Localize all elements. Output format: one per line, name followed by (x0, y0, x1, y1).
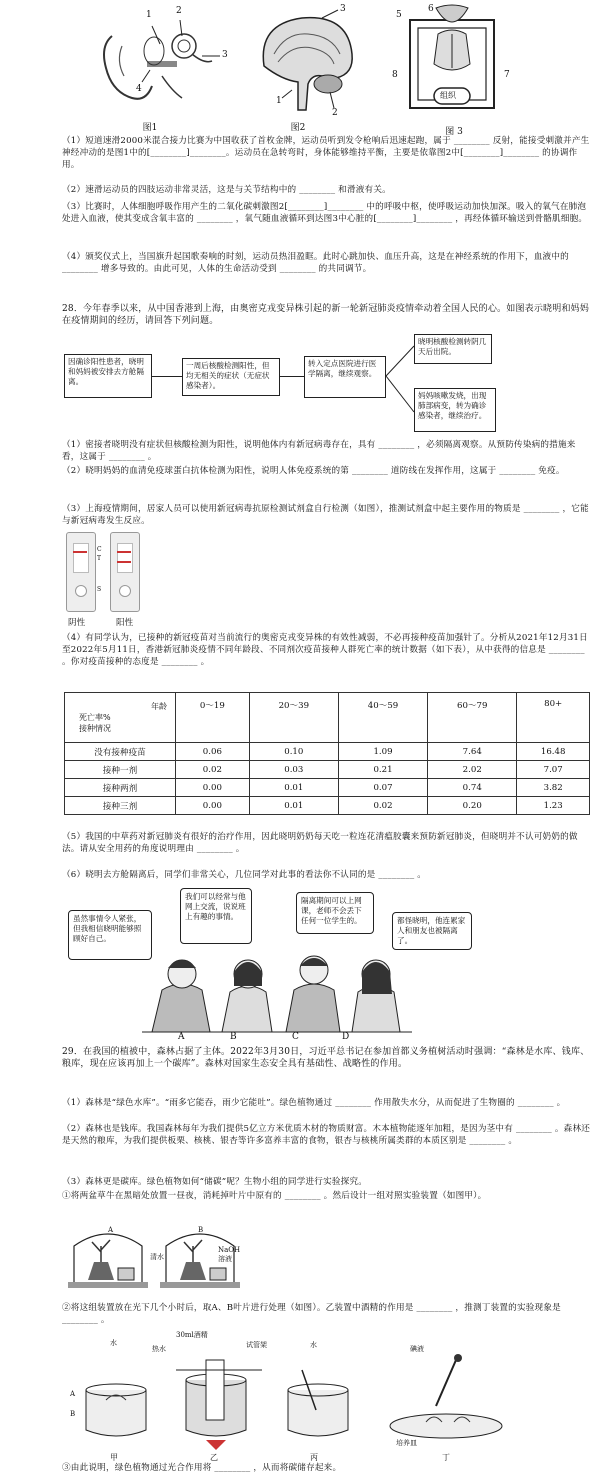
cartoon-illustration (62, 882, 502, 1042)
flow-arrow-2 (280, 376, 304, 377)
exp2-caption-ding: 丁 (442, 1453, 450, 1462)
kit-mark-t: T (97, 555, 102, 562)
exp1-label-water: 清水 (150, 1253, 164, 1261)
fig2-caption: 图2 (290, 123, 306, 133)
fig2-label-1: 1 (276, 96, 282, 106)
q28-q4: （4）有同学认为，已接种的新冠疫苗对当前流行的奥密克戎变异株的有效性减弱，不必再接种疫苗加强针了。分析从2021年12月31日至2022年5月11日，香港新冠肺炎疫情不同年龄段、不同剂次疫苗接种人群死亡率的统计数据（如下表），从中获得的信息是 ________ 。你对疫苗接种的态度是 ________ 。 (62, 633, 588, 667)
fig3-label-5: 5 (396, 10, 402, 20)
bubble-d: 都怪晓明，他连累家人和朋友也被隔离了。 (392, 912, 472, 950)
experiment-figure-2 (66, 1330, 526, 1452)
exp2-label-a: A (70, 1390, 76, 1398)
fig1-label-3: 3 (222, 50, 228, 60)
person-a: A (178, 1032, 185, 1042)
table-row: 接种两剂 0.00 0.01 0.07 0.74 3.82 (65, 779, 590, 797)
q29-stem: 29．在我国的植被中，森林占据了主体。2022年3月30日，习近平总书记在参加首都义务植树活动时强调：“森林是水库、钱库、粮库，现在应该再加上一个碳库”。森林对国家生态安全具有基础性、战略性的作用。 (62, 1047, 590, 1069)
experiment-figure-1 (68, 1216, 248, 1296)
fig3-box-text: 组织 (440, 91, 456, 100)
flow-box-4: 晓明核酸检测转阴几天后出院。 (414, 334, 492, 364)
q29-step1: ①将两盆草牛在黑暗处放置一昼夜，消耗掉叶片中原有的 ________ 。然后设计一组对照实验装置（如图甲）。 (62, 1191, 487, 1201)
q29-q1: （1）森林是“绿色水库”。“雨多它能吞，雨少它能吐”。绿色植物通过 ________ 作用散失水分，从而促进了生物圈的 ________ 。 (62, 1098, 566, 1108)
fig2-label-2: 2 (332, 108, 338, 118)
bubble-b: 我们可以经常与他网上交流，说说班上有趣的事情。 (180, 888, 252, 944)
flow-branch-arrows (386, 340, 416, 420)
q28-q1: （1）密接者晓明没有症状但核酸检测为阳性，说明他体内有新冠病毒存在，具有 ________ ，必须隔离观察。从预防传染病的措施来看，这属于 ________ 。 (62, 440, 576, 462)
q29-q3: （3）森林更是碳库。绿色植物如何“储碳”呢？生物小组的同学进行实验探究。 (62, 1177, 368, 1187)
q28-q3: （3）上海疫情期间，居家人员可以使用新冠病毒抗原检测试剂盒自行检测（如图），推测试剂盒中起主要作用的物质是 ________ ，它能与新冠病毒发生反应。 (62, 504, 589, 526)
exp1-label-a: A (108, 1226, 114, 1234)
q27-part1: （1）短道速滑2000米混合接力比赛为中国收获了首枚金牌，运动员听到发令枪响后迅速起跑，属于 ________ 反射，能接受刺激并产生神经冲动的是图1中的[________]________。运动员在急转弯时，身体能够维持平衡，主要是依靠图2中[________]________ 的协调作用。 (62, 136, 590, 170)
fig3-caption: 图 3 (445, 127, 463, 137)
flow-box-5: 妈妈咳嗽发烧，出现肺部病变，转为确诊感染者，继续治疗。 (414, 388, 496, 432)
table-col-header: 20～39 (249, 693, 338, 743)
person-d: D (342, 1032, 350, 1042)
q28-q6: （6）晓明去方舱隔离后，同学们非常关心，几位同学对此事的看法你不认同的是 ________ 。 (62, 870, 427, 880)
exp2-label-dish: 培养皿 (396, 1439, 417, 1447)
fig3-label-6: 6 (428, 4, 434, 14)
test-kit-positive (110, 532, 140, 612)
exp2-label-hotwater: 热水 (152, 1345, 166, 1353)
mortality-table (64, 692, 590, 815)
kit-mark-c: C (97, 546, 102, 553)
q29-step2: ②将这组装置放在光下几个小时后，取A、B叶片进行处理（如图）。乙装置中酒精的作用是 ________ ，推测丁装置的实验现象是 ________ 。 (62, 1303, 561, 1325)
table-col-header: 40～59 (338, 693, 427, 743)
exp2-caption-jia: 甲 (110, 1453, 118, 1462)
fig3-label-7: 7 (504, 70, 510, 80)
fig1-caption: 图1 (142, 123, 158, 133)
kit-label-positive: 阳性 (116, 618, 134, 628)
flow-box-2: 一周后核酸检测阳性，但均无相关的症状（无症状感染者）。 (182, 358, 280, 396)
flow-arrow-1 (152, 376, 182, 377)
q29-q2: （2）森林也是钱库。我国森林每年为我们提供5亿立方米优质木材的物质财富。木本植物能逐年加粗，是因为茎中有 ________ 。森林还是天然的粮库，为我们提供板栗、核桃、银杏等许多富养丰富的食物，银杏与核桃所属类群的本质区别是 ________ 。 (62, 1124, 591, 1146)
table-col-header: 80+ (517, 693, 590, 743)
fig1-label-1: 1 (146, 10, 152, 20)
table-row: 接种一剂 0.02 0.03 0.21 2.02 7.07 (65, 761, 590, 779)
exp2-label-water1: 水 (110, 1339, 117, 1347)
exp2-label-alcohol: 30ml酒精 (176, 1331, 208, 1339)
exp2-caption-bing: 丙 (310, 1453, 318, 1462)
exp2-caption-yi: 乙 (210, 1453, 218, 1462)
person-c: C (292, 1032, 299, 1042)
table-col-header: 0～19 (176, 693, 250, 743)
bubble-a: 虽然事情令人紧张，但我相信晓明能够照顾好自己。 (68, 910, 152, 960)
person-b: B (230, 1032, 237, 1042)
kit-mark-s: S (97, 586, 102, 593)
exp2-label-rack: 试管架 (246, 1341, 267, 1349)
exp2-label-water2: 水 (310, 1341, 317, 1349)
figure-circulation (388, 4, 518, 124)
q28-q5: （5）我国的中草药对新冠肺炎有很好的治疗作用，因此晓明奶奶每天吃一粒连花清瘟胶囊来预防新冠肺炎，但晓明并不认可奶奶的做法。请从安全用药的角度说明理由 ________ 。 (62, 832, 578, 854)
kit-label-negative: 阴性 (68, 618, 86, 628)
fig1-label-2: 2 (176, 6, 182, 16)
fig3-label-8: 8 (392, 70, 398, 80)
q28-stem: 28．今年春季以来，从中国香港到上海，由奥密克戎变异株引起的新一轮新冠肺炎疫情牵动着全国人民的心。如图表示晓明和妈妈在疫情期间的经历，请回答下列问题。 (62, 304, 590, 326)
test-kit-negative (66, 532, 96, 612)
flow-box-3: 转入定点医院进行医学隔离，继续观察。 (304, 356, 386, 398)
table-row: 接种三剂 0.00 0.01 0.02 0.20 1.23 (65, 797, 590, 815)
table-corner: 年龄 死亡率% 接种情况 (65, 693, 176, 743)
exp1-label-naoh: NaOH 溶液 (218, 1246, 241, 1263)
fig2-label-3: 3 (340, 4, 346, 14)
exp1-label-b: B (198, 1226, 204, 1234)
q27-part3: （3）比赛时，人体细胞呼吸作用产生的二氧化碳刺激图2[________]________ 中的呼吸中枢，使呼吸运动加快加深。吸入的氧气在肺泡处进入血液，使其变成含氧丰富的 ________ ，氧气随血液循环到达图3中心脏的[________]________ ，再经体循环输送到骨骼肌细胞。 (62, 202, 588, 224)
q27-part2: （2）速滑运动员的四肢运动非常灵活，这是与关节结构中的 ________ 和滑液有关。 (62, 185, 391, 195)
fig1-label-4: 4 (136, 84, 142, 94)
bubble-c: 隔离期间可以上网课，老师不会丢下任何一位学生的。 (296, 892, 374, 934)
table-row: 没有接种疫苗 0.06 0.10 1.09 7.64 16.48 (65, 743, 590, 761)
q29-step3: ③由此说明，绿色植物通过光合作用将 ________ ，从而将碳储存起来。 (62, 1463, 342, 1473)
flow-box-1: 因确诊阳性患者，晓明和妈妈被安排去方舱隔离。 (64, 354, 152, 398)
q27-part4: （4）颁奖仪式上，当国旗升起国歌奏响的时刻，运动员热泪盈眶。此时心跳加快、血压升高，这是在神经系统的作用下，血液中的 ________ 增多导致的。由此可见，人体的生命活动受到 ________ 的共同调节。 (62, 252, 569, 274)
exp2-label-b: B (70, 1410, 76, 1418)
figure-brain (252, 4, 362, 120)
q28-q2: （2）晓明妈妈的血清免疫球蛋白抗体检测为阳性，说明人体免疫系统的第 ________ 道防线在发挥作用，这属于 ________ 免疫。 (62, 466, 565, 476)
exp2-label-iodine: 碘液 (410, 1345, 424, 1353)
figure-ear (92, 6, 232, 118)
table-col-header: 60～79 (428, 693, 517, 743)
